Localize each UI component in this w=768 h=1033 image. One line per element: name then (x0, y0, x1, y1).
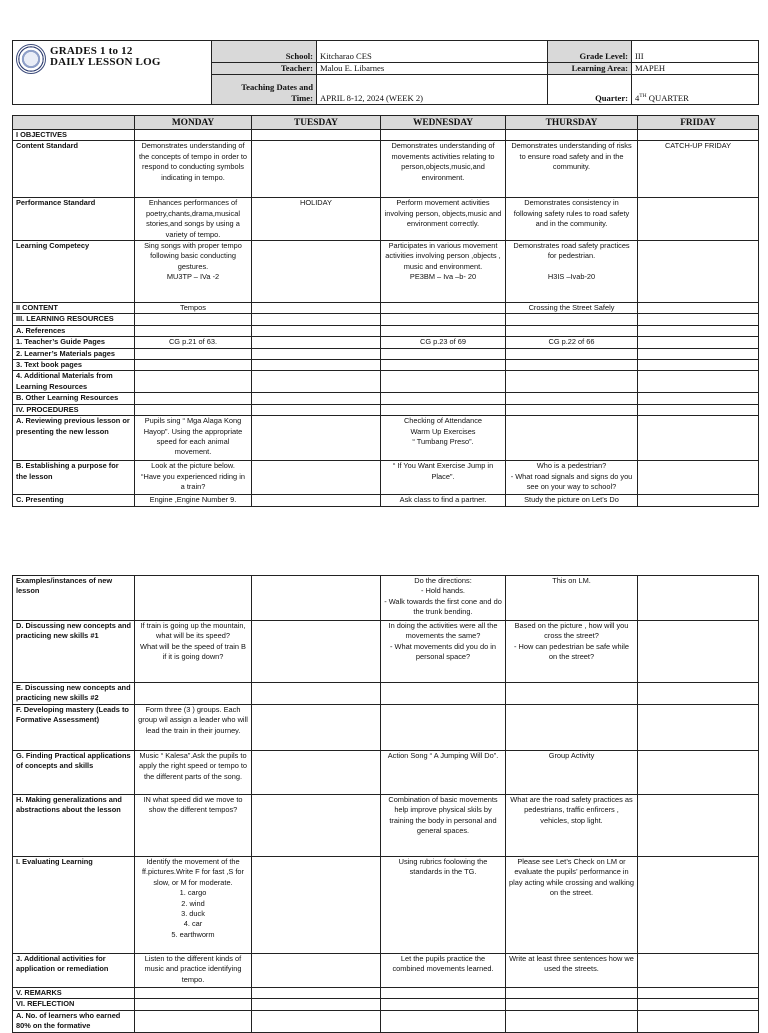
cell-tuesday (252, 325, 381, 336)
day-header: MONDAY (135, 116, 252, 130)
lesson-row (13, 999, 759, 1010)
row-label: B. Establishing a purpose for the lesson (13, 461, 135, 495)
cell-thursday: Study the picture on Let’s Do (506, 495, 638, 506)
cell-tuesday (252, 576, 381, 621)
lesson-row (13, 371, 759, 393)
cell-thursday (506, 999, 638, 1010)
lesson-row (13, 495, 759, 506)
lesson-row (13, 198, 759, 241)
row-label: V. REMARKS (13, 988, 135, 999)
cell-thursday: Demonstrates road safety practices for pedestrian. H3IS –Ivab-20 (506, 241, 638, 303)
cell-monday: CG p.21 of 63. (135, 337, 252, 348)
cell-tuesday (252, 751, 381, 795)
cell-tuesday (252, 705, 381, 751)
cell-wednesday: In doing the activities were all the movements the same? - What movements did you do in personal space? (381, 621, 506, 683)
cell-tuesday (252, 416, 381, 461)
cell-monday (135, 325, 252, 336)
cell-wednesday: Combination of basic movements help improve physical skils by training the body in personal and general spaces. (381, 795, 506, 857)
cell-monday: Tempos (135, 303, 252, 314)
cell-wednesday (381, 325, 506, 336)
cell-tuesday (252, 314, 381, 325)
cell-wednesday: Ask class to find a partner. (381, 495, 506, 506)
teacher-label: Teacher: (212, 63, 317, 75)
cell-friday (638, 325, 759, 336)
cell-tuesday (252, 393, 381, 404)
day-header: THURSDAY (506, 116, 638, 130)
cell-tuesday (252, 621, 381, 683)
row-label: 3. Text book pages (13, 360, 135, 371)
dates-label (212, 75, 317, 105)
lesson-table-2 (12, 575, 759, 1033)
cell-thursday: Group Activity (506, 751, 638, 795)
cell-monday (135, 988, 252, 999)
cell-thursday (506, 325, 638, 336)
cell-monday: Engine ,Engine Number 9. (135, 495, 252, 506)
cell-friday (638, 198, 759, 241)
row-label: H. Making generalizations and abstractions about the lesson (13, 795, 135, 857)
row-label: IV. PROCEDURES (13, 404, 135, 415)
cell-thursday (506, 988, 638, 999)
cell-wednesday: Perform movement activities involving person, objects,music and environment correctly. (381, 198, 506, 241)
cell-monday (135, 393, 252, 404)
lesson-row (13, 705, 759, 751)
row-label: C. Presenting (13, 495, 135, 506)
cell-friday (638, 303, 759, 314)
lesson-row (13, 404, 759, 415)
row-label: Examples/instances of new lesson (13, 576, 135, 621)
cell-friday (638, 314, 759, 325)
cell-monday: Pupils sing “ Mga Alaga Kong Hayop”. Using the appropriate speed for each animal movement. (135, 416, 252, 461)
dates-label-line1: Teaching Dates and (241, 82, 313, 92)
dates-label-line2: Time: (291, 93, 313, 103)
lesson-row (13, 303, 759, 314)
row-label: 4. Additional Materials from Learning Resources (13, 371, 135, 393)
lesson-table-1-wrap (12, 115, 758, 507)
doc-title-line1: GRADES 1 to 12 (50, 45, 133, 57)
row-label: Learning Competecy (13, 241, 135, 303)
area-value: MAPEH (632, 63, 759, 75)
cell-wednesday (381, 393, 506, 404)
lesson-row (13, 130, 759, 141)
cell-wednesday (381, 348, 506, 359)
cell-friday (638, 954, 759, 988)
cell-friday (638, 795, 759, 857)
cell-monday: Look at the picture below. “Have you experienced riding in a train? (135, 461, 252, 495)
deped-seal-icon (16, 44, 46, 74)
cell-thursday: Demonstrates consistency in following safety rules to road safety and in the community. (506, 198, 638, 241)
cell-monday: Music “ Kalesa”.Ask the pupils to apply the right speed or tempo to the different parts of the song. (135, 751, 252, 795)
row-label: 2. Learner’s Materials pages (13, 348, 135, 359)
day-header: FRIDAY (638, 116, 759, 130)
cell-monday (135, 371, 252, 393)
cell-thursday: What are the road safety practices as pedestrians, traffic enfircers , vehicles, stop light. (506, 795, 638, 857)
quarter-label: Quarter: (548, 75, 632, 105)
lesson-row (13, 857, 759, 954)
cell-friday (638, 348, 759, 359)
lesson-row (13, 241, 759, 303)
lesson-row (13, 141, 759, 198)
cell-tuesday (252, 999, 381, 1010)
cell-friday (638, 751, 759, 795)
cell-thursday (506, 404, 638, 415)
lesson-row (13, 360, 759, 371)
row-label: VI. REFLECTION (13, 999, 135, 1010)
row-label: F. Developing mastery (Leads to Formative Assessment) (13, 705, 135, 751)
lesson-row (13, 1010, 759, 1032)
row-label: Performance Standard (13, 198, 135, 241)
cell-wednesday: “ If You Want Exercise Jump in Place”. (381, 461, 506, 495)
lesson-table-1 (12, 115, 759, 507)
cell-wednesday: Action Song “ A Jumping Will Do”. (381, 751, 506, 795)
title-cell (13, 41, 212, 105)
cell-tuesday: HOLIDAY (252, 198, 381, 241)
cell-tuesday (252, 404, 381, 415)
cell-thursday (506, 360, 638, 371)
lesson-row (13, 393, 759, 404)
cell-friday (638, 241, 759, 303)
cell-friday (638, 404, 759, 415)
lesson-row (13, 954, 759, 988)
cell-tuesday (252, 141, 381, 198)
cell-wednesday: Demonstrates understanding of movements activities relating to person,objects,music,and environment. (381, 141, 506, 198)
cell-friday (638, 621, 759, 683)
cell-wednesday: Let the pupils practice the combined movements learned. (381, 954, 506, 988)
school-label: School: (212, 41, 317, 63)
cell-thursday: Who is a pedestrian? - What road signals and signs do you see on your way to school? (506, 461, 638, 495)
cell-monday (135, 1010, 252, 1032)
cell-thursday: Write at least three sentences how we used the streets. (506, 954, 638, 988)
lesson-row (13, 683, 759, 705)
cell-thursday (506, 130, 638, 141)
cell-monday (135, 683, 252, 705)
doc-title-line2: DAILY LESSON LOG (50, 56, 161, 68)
cell-friday (638, 857, 759, 954)
lesson-row (13, 416, 759, 461)
row-label: D. Discussing new concepts and practicing new skills #1 (13, 621, 135, 683)
cell-tuesday (252, 371, 381, 393)
cell-friday (638, 999, 759, 1010)
cell-thursday: Please see Let’s Check on LM or evaluate the pupils’ performance in play acting while crossing and walking on the street. (506, 857, 638, 954)
lesson-row (13, 314, 759, 325)
cell-monday: Form three (3 ) groups. Each group wil assign a leader who will lead the train in their journey. (135, 705, 252, 751)
row-label: 1. Teacher’s Guide Pages (13, 337, 135, 348)
lesson-row (13, 348, 759, 359)
area-label: Learning Area: (548, 63, 632, 75)
row-label: I OBJECTIVES (13, 130, 135, 141)
cell-tuesday (252, 241, 381, 303)
cell-tuesday (252, 683, 381, 705)
cell-monday (135, 404, 252, 415)
cell-friday (638, 337, 759, 348)
cell-thursday (506, 314, 638, 325)
cell-tuesday (252, 360, 381, 371)
cell-monday (135, 130, 252, 141)
cell-tuesday (252, 795, 381, 857)
row-label: Content Standard (13, 141, 135, 198)
cell-monday: Demonstrates understanding of the concepts of tempo in order to respond to conducting symbols indicating in tempo. (135, 141, 252, 198)
row-label: A. References (13, 325, 135, 336)
cell-wednesday (381, 1010, 506, 1032)
cell-thursday (506, 416, 638, 461)
row-label: B. Other Learning Resources (13, 393, 135, 404)
cell-monday: Identify the movement of the ff.pictures.Write F for fast ,S for slow, or M for moderate. 1. cargo 2. wind 3. duck 4. car 5. earthworm (135, 857, 252, 954)
grade-value: III (632, 41, 759, 63)
cell-thursday (506, 683, 638, 705)
cell-tuesday (252, 461, 381, 495)
lesson-row (13, 337, 759, 348)
cell-friday (638, 988, 759, 999)
cell-tuesday (252, 988, 381, 999)
cell-friday (638, 683, 759, 705)
cell-friday (638, 576, 759, 621)
dates-value: APRIL 8-12, 2024 (WEEK 2) (317, 75, 548, 105)
cell-wednesday (381, 314, 506, 325)
cell-monday: Sing songs with proper tempo following basic conducting gestures. MU3TP – IVa -2 (135, 241, 252, 303)
cell-friday (638, 705, 759, 751)
row-label: G. Finding Practical applications of concepts and skills (13, 751, 135, 795)
row-label: III. LEARNING RESOURCES (13, 314, 135, 325)
school-value: Kitcharao CES (317, 41, 548, 63)
cell-wednesday: Checking of Attendance Warm Up Exercises “ Tumbang Preso”. (381, 416, 506, 461)
cell-monday: If train is going up the mountain, what will be its speed? What will be the speed of train B if it is going down? (135, 621, 252, 683)
lesson-row (13, 621, 759, 683)
cell-wednesday: Using rubrics foolowing the standards in the TG. (381, 857, 506, 954)
cell-thursday: Crossing the Street Safely (506, 303, 638, 314)
cell-monday (135, 360, 252, 371)
cell-tuesday (252, 1010, 381, 1032)
cell-monday (135, 999, 252, 1010)
row-label: E. Discussing new concepts and practicing new skills #2 (13, 683, 135, 705)
cell-thursday (506, 1010, 638, 1032)
cell-thursday (506, 348, 638, 359)
cell-wednesday (381, 371, 506, 393)
cell-friday (638, 371, 759, 393)
cell-monday: Listen to the different kinds of music and practice identifying tempo. (135, 954, 252, 988)
cell-tuesday (252, 857, 381, 954)
cell-friday: CATCH-UP FRIDAY (638, 141, 759, 198)
cell-wednesday: Participates in various movement activities involving person ,objects , music and environment. PE3BM – Iva –b- 20 (381, 241, 506, 303)
day-header: WEDNESDAY (381, 116, 506, 130)
header-table (12, 40, 759, 105)
cell-wednesday (381, 999, 506, 1010)
cell-wednesday: Do the directions: - Hold hands. - Walk towards the first cone and do the trunk bending. (381, 576, 506, 621)
cell-monday: Enhances performances of poetry,chants,drama,musical stories,and songs by using a variety of tempo. (135, 198, 252, 241)
cell-thursday (506, 705, 638, 751)
cell-friday (638, 360, 759, 371)
row-label: J. Additional activities for application or remediation (13, 954, 135, 988)
cell-tuesday (252, 303, 381, 314)
row-label: II CONTENT (13, 303, 135, 314)
cell-monday (135, 314, 252, 325)
cell-thursday: Based on the picture , how will you cross the street? - How can pedestrian be safe while on the street? (506, 621, 638, 683)
lesson-row (13, 751, 759, 795)
cell-wednesday (381, 303, 506, 314)
lesson-row (13, 461, 759, 495)
cell-friday (638, 393, 759, 404)
cell-tuesday (252, 348, 381, 359)
cell-monday (135, 348, 252, 359)
cell-wednesday (381, 404, 506, 415)
teacher-value: Malou E. Libarnes (317, 63, 548, 75)
day-header: TUESDAY (252, 116, 381, 130)
grade-label: Grade Level: (548, 41, 632, 63)
corner-cell (13, 116, 135, 130)
header-block (12, 40, 758, 105)
cell-tuesday (252, 337, 381, 348)
cell-tuesday (252, 954, 381, 988)
cell-thursday: CG p.22 of 66 (506, 337, 638, 348)
lesson-table-2-wrap (12, 575, 758, 1033)
lesson-row (13, 988, 759, 999)
lesson-row (13, 795, 759, 857)
row-label: A. Reviewing previous lesson or presenting the new lesson (13, 416, 135, 461)
cell-wednesday (381, 988, 506, 999)
row-label: I. Evaluating Learning (13, 857, 135, 954)
cell-tuesday (252, 495, 381, 506)
cell-thursday (506, 371, 638, 393)
cell-tuesday (252, 130, 381, 141)
cell-thursday (506, 393, 638, 404)
cell-friday (638, 130, 759, 141)
cell-friday (638, 495, 759, 506)
day-header-row (13, 116, 759, 130)
quarter-value: 4TH QUARTER (632, 75, 759, 105)
row-label: A. No. of learners who earned 80% on the formative (13, 1010, 135, 1032)
cell-friday (638, 416, 759, 461)
cell-monday (135, 576, 252, 621)
cell-friday (638, 1010, 759, 1032)
cell-wednesday (381, 130, 506, 141)
cell-friday (638, 461, 759, 495)
cell-wednesday: CG p.23 of 69 (381, 337, 506, 348)
cell-wednesday (381, 705, 506, 751)
cell-thursday: This on LM. (506, 576, 638, 621)
cell-thursday: Demonstrates understanding of risks to ensure road safety and in the community. (506, 141, 638, 198)
lesson-row (13, 576, 759, 621)
cell-wednesday (381, 683, 506, 705)
cell-wednesday (381, 360, 506, 371)
lesson-row (13, 325, 759, 336)
cell-monday: IN what speed did we move to show the different tempos? (135, 795, 252, 857)
